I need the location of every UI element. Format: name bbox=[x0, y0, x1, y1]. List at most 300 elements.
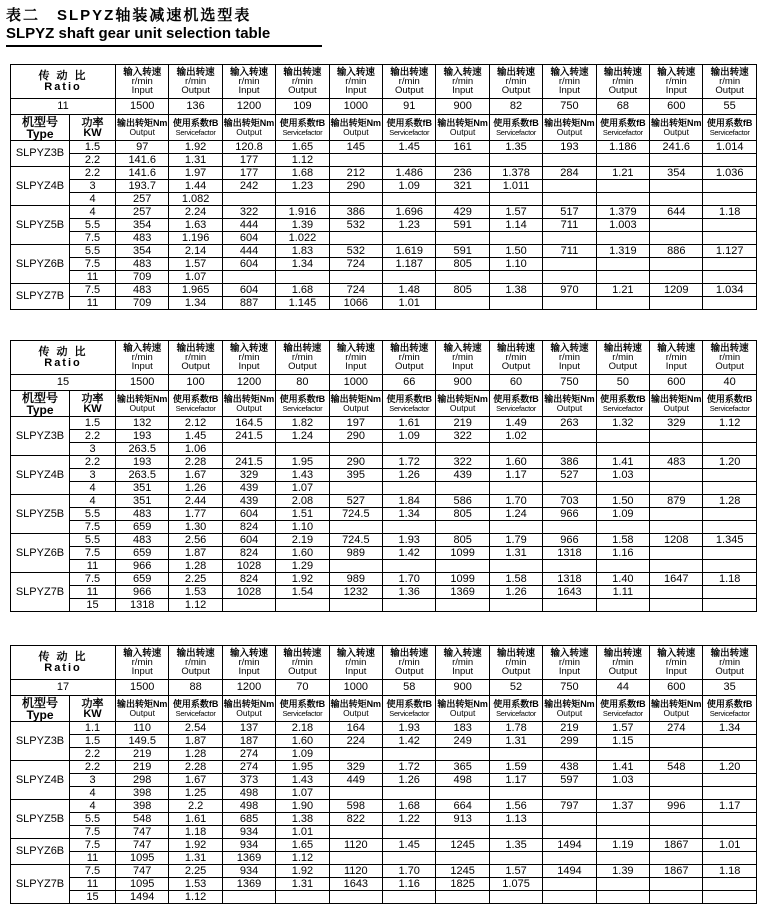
power-label-cn: 功率 bbox=[81, 392, 104, 405]
torque-value: 386 bbox=[543, 456, 596, 469]
input-speed-value: 1200 bbox=[222, 99, 275, 115]
torque-value bbox=[329, 748, 382, 761]
torque-value bbox=[436, 521, 489, 534]
torque-value bbox=[436, 826, 489, 839]
torque-value: 532 bbox=[329, 245, 382, 258]
speed-unit: r/min bbox=[665, 76, 687, 87]
service-factor-value: 1.127 bbox=[703, 245, 756, 258]
model-name: SLPYZ4B bbox=[11, 761, 70, 800]
torque-value bbox=[650, 599, 703, 612]
service-factor-value bbox=[703, 219, 756, 232]
type-label-en: Type bbox=[26, 402, 54, 417]
table-row bbox=[11, 878, 757, 891]
torque-value: 438 bbox=[543, 761, 596, 774]
service-factor-value: 1.44 bbox=[169, 180, 222, 193]
torque-value: 298 bbox=[116, 774, 169, 787]
speed-unit: r/min bbox=[345, 657, 367, 668]
speed-label-en: Input bbox=[131, 666, 153, 677]
power-kw: 5.5 bbox=[70, 813, 116, 826]
torque-value bbox=[650, 193, 703, 206]
table-row bbox=[11, 547, 757, 560]
torque-value bbox=[436, 297, 489, 310]
torque-value bbox=[543, 599, 596, 612]
table-row bbox=[11, 417, 757, 430]
speed-label-en: Input bbox=[665, 85, 687, 96]
table-row bbox=[11, 787, 757, 800]
service-factor-header bbox=[383, 696, 436, 722]
header-label-cn: 使用系数fB bbox=[386, 698, 432, 709]
service-factor-value: 1.19 bbox=[596, 839, 649, 852]
torque-header bbox=[116, 115, 169, 141]
power-kw: 2.2 bbox=[70, 154, 116, 167]
speed-label-en: Output bbox=[394, 361, 424, 372]
torque-value bbox=[543, 852, 596, 865]
header-label-en: Servicefactor bbox=[496, 708, 536, 718]
type-header bbox=[11, 696, 70, 722]
service-factor-value: 1.60 bbox=[489, 456, 542, 469]
service-factor-value: 1.92 bbox=[169, 141, 222, 154]
service-factor-header bbox=[596, 115, 649, 141]
speed-unit: r/min bbox=[185, 76, 207, 87]
header-label-en: Output bbox=[129, 126, 155, 137]
table-row bbox=[11, 826, 757, 839]
service-factor-value: 1.12 bbox=[276, 852, 329, 865]
torque-header bbox=[543, 696, 596, 722]
torque-value: 1232 bbox=[329, 586, 382, 599]
service-factor-value: 1.486 bbox=[383, 167, 436, 180]
table-row bbox=[11, 865, 757, 878]
input-speed-value: 1000 bbox=[329, 99, 382, 115]
speed-label-en: Input bbox=[238, 361, 260, 372]
model-name: SLPYZ5B bbox=[11, 800, 70, 839]
torque-value bbox=[650, 586, 703, 599]
torque-value: 1867 bbox=[650, 839, 703, 852]
torque-value: 966 bbox=[116, 586, 169, 599]
service-factor-value bbox=[703, 271, 756, 284]
table-row bbox=[11, 297, 757, 310]
speed-label-cn: 输出转速 bbox=[497, 648, 536, 659]
torque-value bbox=[650, 748, 703, 761]
output-speed-value: 40 bbox=[703, 375, 756, 391]
speed-label-en: Input bbox=[238, 666, 260, 677]
header-label-cn: 使用系数fB bbox=[493, 117, 539, 128]
service-factor-value: 2.56 bbox=[169, 534, 222, 547]
service-factor-value bbox=[489, 154, 542, 167]
service-factor-value bbox=[703, 547, 756, 560]
torque-header bbox=[650, 115, 703, 141]
service-factor-value: 1.187 bbox=[383, 258, 436, 271]
torque-value: 659 bbox=[116, 573, 169, 586]
service-factor-value: 1.92 bbox=[276, 865, 329, 878]
service-factor-value: 2.54 bbox=[169, 722, 222, 735]
torque-value: 1647 bbox=[650, 573, 703, 586]
service-factor-value: 2.25 bbox=[169, 865, 222, 878]
header-label-cn: 使用系数fB bbox=[600, 117, 646, 128]
output-speed-value: 136 bbox=[169, 99, 222, 115]
service-factor-value: 1.57 bbox=[169, 258, 222, 271]
header-label-cn: 输出转矩Nm bbox=[116, 698, 168, 709]
torque-value: 444 bbox=[222, 245, 275, 258]
torque-value: 1209 bbox=[650, 284, 703, 297]
torque-value: 429 bbox=[436, 206, 489, 219]
service-factor-value: 1.41 bbox=[596, 456, 649, 469]
service-factor-value bbox=[596, 826, 649, 839]
torque-value: 1245 bbox=[436, 839, 489, 852]
service-factor-value: 1.63 bbox=[169, 219, 222, 232]
header-label-en: Servicefactor bbox=[602, 403, 643, 413]
header-label-cn: 使用系数fB bbox=[706, 393, 753, 404]
torque-value: 1369 bbox=[222, 878, 275, 891]
service-factor-value: 1.84 bbox=[383, 495, 436, 508]
torque-value: 483 bbox=[116, 284, 169, 297]
speed-label-en: Input bbox=[452, 666, 474, 677]
torque-value bbox=[329, 271, 382, 284]
table-row bbox=[11, 852, 757, 865]
service-factor-value: 1.15 bbox=[596, 735, 649, 748]
torque-value: 236 bbox=[436, 167, 489, 180]
torque-value: 164.5 bbox=[222, 417, 275, 430]
torque-value: 257 bbox=[116, 206, 169, 219]
output-speed-header bbox=[703, 646, 756, 680]
torque-header bbox=[650, 696, 703, 722]
torque-value bbox=[650, 469, 703, 482]
service-factor-header bbox=[703, 391, 756, 417]
service-factor-value: 1.25 bbox=[169, 787, 222, 800]
service-factor-value bbox=[383, 271, 436, 284]
input-speed-value: 1500 bbox=[116, 680, 169, 696]
torque-value: 177 bbox=[222, 167, 275, 180]
model-name: SLPYZ5B bbox=[11, 495, 70, 534]
header-label-en: Servicefactor bbox=[709, 708, 750, 718]
table-row bbox=[11, 774, 757, 787]
power-kw: 7.5 bbox=[70, 573, 116, 586]
torque-value: 703 bbox=[543, 495, 596, 508]
torque-value: 1494 bbox=[543, 839, 596, 852]
speed-header-row bbox=[11, 646, 757, 680]
speed-label-cn: 输入转速 bbox=[443, 343, 482, 354]
torque-value bbox=[329, 443, 382, 456]
torque-value: 183 bbox=[436, 722, 489, 735]
torque-value: 483 bbox=[650, 456, 703, 469]
input-speed-value: 900 bbox=[436, 375, 489, 391]
input-speed-value: 1000 bbox=[329, 680, 382, 696]
service-factor-header bbox=[383, 115, 436, 141]
header-label-en: Servicefactor bbox=[282, 127, 323, 137]
power-kw: 1.5 bbox=[70, 735, 116, 748]
torque-value: 284 bbox=[543, 167, 596, 180]
power-label-en: KW bbox=[83, 402, 102, 415]
torque-value: 120.8 bbox=[222, 141, 275, 154]
torque-value bbox=[543, 430, 596, 443]
torque-value bbox=[222, 193, 275, 206]
service-factor-value bbox=[596, 813, 649, 826]
torque-value: 145 bbox=[329, 141, 382, 154]
torque-value: 219 bbox=[116, 761, 169, 774]
torque-value: 966 bbox=[543, 534, 596, 547]
torque-value: 664 bbox=[436, 800, 489, 813]
service-factor-value: 1.49 bbox=[489, 417, 542, 430]
service-factor-value: 1.72 bbox=[383, 456, 436, 469]
torque-value bbox=[436, 748, 489, 761]
input-speed-value: 1000 bbox=[329, 375, 382, 391]
torque-value: 747 bbox=[116, 839, 169, 852]
torque-value: 241.5 bbox=[222, 456, 275, 469]
speed-unit: r/min bbox=[291, 352, 313, 363]
torque-value: 1099 bbox=[436, 573, 489, 586]
header-label-en: Output bbox=[236, 402, 262, 413]
service-factor-value bbox=[703, 193, 756, 206]
service-factor-value: 1.10 bbox=[276, 521, 329, 534]
output-speed-header bbox=[489, 65, 542, 99]
torque-value: 913 bbox=[436, 813, 489, 826]
speed-label-cn: 输入转速 bbox=[657, 648, 696, 659]
torque-value: 354 bbox=[116, 245, 169, 258]
service-factor-value: 1.39 bbox=[276, 219, 329, 232]
torque-value: 824 bbox=[222, 521, 275, 534]
service-factor-value bbox=[703, 787, 756, 800]
service-factor-header bbox=[596, 391, 649, 417]
service-factor-value: 1.39 bbox=[596, 865, 649, 878]
service-factor-value: 1.09 bbox=[383, 430, 436, 443]
torque-value: 1318 bbox=[543, 547, 596, 560]
torque-value: 989 bbox=[329, 573, 382, 586]
service-factor-value: 1.50 bbox=[596, 495, 649, 508]
torque-value bbox=[543, 482, 596, 495]
torque-value: 747 bbox=[116, 826, 169, 839]
service-factor-value: 1.53 bbox=[169, 586, 222, 599]
service-factor-value: 1.12 bbox=[169, 599, 222, 612]
input-speed-header bbox=[222, 646, 275, 680]
torque-value bbox=[650, 547, 703, 560]
torque-value bbox=[222, 599, 275, 612]
speed-label-cn: 输出转速 bbox=[390, 343, 429, 354]
torque-header bbox=[436, 391, 489, 417]
model-name: SLPYZ4B bbox=[11, 456, 70, 495]
header-label-en: Servicefactor bbox=[496, 403, 536, 413]
input-speed-header bbox=[222, 65, 275, 99]
torque-value: 604 bbox=[222, 534, 275, 547]
torque-value: 193 bbox=[116, 430, 169, 443]
torque-value bbox=[329, 193, 382, 206]
torque-value: 187 bbox=[222, 735, 275, 748]
torque-value: 934 bbox=[222, 839, 275, 852]
speed-label-en: Output bbox=[394, 666, 424, 677]
torque-value bbox=[436, 560, 489, 573]
speed-unit: r/min bbox=[398, 352, 420, 363]
service-factor-value: 1.17 bbox=[489, 774, 542, 787]
torque-value bbox=[436, 232, 489, 245]
type-header bbox=[11, 115, 70, 141]
torque-value bbox=[650, 813, 703, 826]
service-factor-value bbox=[596, 297, 649, 310]
service-factor-value: 1.196 bbox=[169, 232, 222, 245]
service-factor-value: 1.95 bbox=[276, 761, 329, 774]
service-factor-value: 1.34 bbox=[703, 722, 756, 735]
output-speed-value: 66 bbox=[383, 375, 436, 391]
torque-value: 197 bbox=[329, 417, 382, 430]
speed-label-en: Output bbox=[394, 85, 424, 96]
header-label-cn: 使用系数fB bbox=[600, 698, 646, 709]
output-speed-header bbox=[383, 65, 436, 99]
output-speed-header bbox=[596, 341, 649, 375]
power-header bbox=[70, 115, 116, 141]
type-label-cn: 机型号 bbox=[21, 114, 58, 129]
service-factor-value: 1.45 bbox=[383, 141, 436, 154]
power-kw: 4 bbox=[70, 482, 116, 495]
service-factor-header bbox=[169, 391, 222, 417]
service-factor-value: 1.319 bbox=[596, 245, 649, 258]
torque-value bbox=[543, 826, 596, 839]
service-factor-value: 1.18 bbox=[703, 865, 756, 878]
output-speed-header bbox=[276, 341, 329, 375]
torque-value: 398 bbox=[116, 787, 169, 800]
torque-value: 263.5 bbox=[116, 443, 169, 456]
torque-value: 439 bbox=[222, 495, 275, 508]
speed-label-cn: 输出转速 bbox=[283, 343, 322, 354]
torque-value: 824 bbox=[222, 573, 275, 586]
speed-label-en: Input bbox=[558, 85, 581, 96]
torque-value: 805 bbox=[436, 534, 489, 547]
service-factor-value: 1.78 bbox=[489, 722, 542, 735]
input-speed-header bbox=[543, 646, 596, 680]
service-factor-value: 1.34 bbox=[276, 258, 329, 271]
speed-label-en: Output bbox=[608, 666, 638, 677]
service-factor-value: 1.31 bbox=[169, 154, 222, 167]
torque-header bbox=[329, 391, 382, 417]
torque-value bbox=[650, 508, 703, 521]
header-label-en: Output bbox=[129, 707, 155, 718]
torque-value: 970 bbox=[543, 284, 596, 297]
input-speed-header bbox=[116, 646, 169, 680]
power-kw: 7.5 bbox=[70, 547, 116, 560]
service-factor-value: 1.31 bbox=[489, 735, 542, 748]
service-factor-value: 1.01 bbox=[383, 297, 436, 310]
service-factor-value: 1.24 bbox=[276, 430, 329, 443]
input-speed-header bbox=[116, 65, 169, 99]
output-speed-header bbox=[383, 646, 436, 680]
service-factor-value: 1.97 bbox=[169, 167, 222, 180]
torque-value: 290 bbox=[329, 456, 382, 469]
torque-value: 97 bbox=[116, 141, 169, 154]
service-factor-value bbox=[489, 852, 542, 865]
header-label-en: Servicefactor bbox=[709, 403, 750, 413]
speed-unit: r/min bbox=[452, 76, 474, 87]
torque-header bbox=[116, 696, 169, 722]
speed-label-cn: 输入转速 bbox=[123, 343, 162, 354]
torque-value: 483 bbox=[116, 508, 169, 521]
service-factor-value bbox=[383, 193, 436, 206]
torque-header bbox=[543, 115, 596, 141]
type-header bbox=[11, 391, 70, 417]
header-label-cn: 使用系数fB bbox=[279, 393, 326, 404]
torque-value bbox=[650, 430, 703, 443]
speed-label-en: Input bbox=[665, 361, 687, 372]
speed-label-en: Output bbox=[501, 85, 531, 96]
torque-value: 887 bbox=[222, 297, 275, 310]
power-kw: 11 bbox=[70, 586, 116, 599]
service-factor-value bbox=[703, 599, 756, 612]
speed-label-cn: 输入转速 bbox=[123, 648, 162, 659]
service-factor-value bbox=[596, 430, 649, 443]
table-row bbox=[11, 258, 757, 271]
input-speed-value: 900 bbox=[436, 680, 489, 696]
torque-value: 1318 bbox=[543, 573, 596, 586]
service-factor-value bbox=[703, 826, 756, 839]
table-row bbox=[11, 521, 757, 534]
speed-label-cn: 输出转速 bbox=[283, 648, 322, 659]
torque-header bbox=[116, 391, 169, 417]
service-factor-value: 1.378 bbox=[489, 167, 542, 180]
torque-value bbox=[436, 599, 489, 612]
ratio-label-cell bbox=[11, 646, 116, 680]
power-kw: 3 bbox=[70, 180, 116, 193]
service-factor-value: 1.20 bbox=[703, 456, 756, 469]
speed-label-en: Output bbox=[608, 361, 638, 372]
header-label-en: Output bbox=[556, 402, 583, 413]
service-factor-value: 1.01 bbox=[276, 826, 329, 839]
torque-value bbox=[543, 891, 596, 904]
torque-value bbox=[543, 232, 596, 245]
service-factor-value: 1.26 bbox=[383, 469, 436, 482]
service-factor-value: 1.65 bbox=[276, 839, 329, 852]
service-factor-header bbox=[169, 115, 222, 141]
service-factor-value bbox=[383, 891, 436, 904]
speed-header-row bbox=[11, 65, 757, 99]
torque-value: 274 bbox=[222, 748, 275, 761]
speed-label-en: Input bbox=[345, 361, 367, 372]
speed-unit: r/min bbox=[452, 352, 474, 363]
model-name: SLPYZ6B bbox=[11, 839, 70, 865]
speed-unit: r/min bbox=[131, 352, 153, 363]
service-factor-value bbox=[489, 297, 542, 310]
speed-label-cn: 输入转速 bbox=[123, 67, 162, 78]
torque-value: 249 bbox=[436, 735, 489, 748]
table-row bbox=[11, 180, 757, 193]
speed-label-cn: 输入转速 bbox=[230, 648, 269, 659]
input-speed-value: 750 bbox=[543, 99, 596, 115]
service-factor-value bbox=[703, 180, 756, 193]
header-label-en: Output bbox=[556, 707, 583, 718]
type-label-en: Type bbox=[26, 126, 54, 141]
torque-value: 449 bbox=[329, 774, 382, 787]
power-kw: 5.5 bbox=[70, 219, 116, 232]
torque-value: 242 bbox=[222, 180, 275, 193]
torque-value: 1867 bbox=[650, 865, 703, 878]
ratio-label-cell bbox=[11, 341, 116, 375]
service-factor-value: 1.379 bbox=[596, 206, 649, 219]
service-factor-value: 1.36 bbox=[383, 586, 436, 599]
header-label-en: Servicefactor bbox=[282, 708, 323, 718]
torque-value: 299 bbox=[543, 735, 596, 748]
header-label-cn: 输出转矩Nm bbox=[116, 393, 168, 404]
speed-unit: r/min bbox=[345, 352, 367, 363]
torque-value bbox=[650, 297, 703, 310]
speed-label-cn: 输出转速 bbox=[176, 648, 215, 659]
ratio-label-en: Ratio bbox=[44, 661, 82, 674]
service-factor-value bbox=[489, 891, 542, 904]
power-kw: 4 bbox=[70, 800, 116, 813]
speed-label-cn: 输出转速 bbox=[603, 67, 642, 78]
torque-value bbox=[329, 521, 382, 534]
torque-value: 274 bbox=[650, 722, 703, 735]
service-factor-header bbox=[703, 115, 756, 141]
torque-value bbox=[329, 826, 382, 839]
torque-value: 1066 bbox=[329, 297, 382, 310]
service-factor-value bbox=[383, 521, 436, 534]
torque-value bbox=[329, 232, 382, 245]
service-factor-value bbox=[703, 852, 756, 865]
torque-value: 164 bbox=[329, 722, 382, 735]
